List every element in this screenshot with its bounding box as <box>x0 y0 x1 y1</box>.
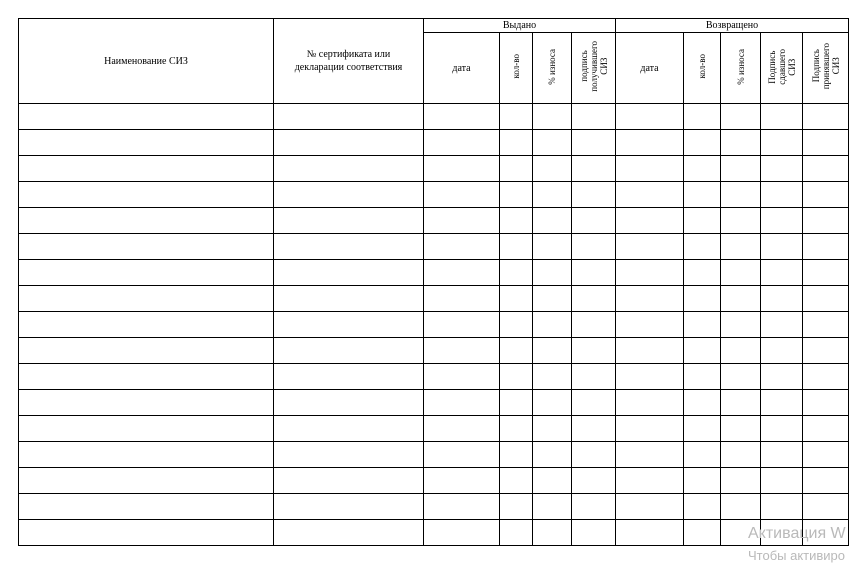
header-returned-wear-label: % износа <box>735 48 746 85</box>
header-returned-date: дата <box>616 33 684 104</box>
table-cell <box>803 208 849 234</box>
table-cell <box>572 260 616 286</box>
table-cell <box>803 286 849 312</box>
table-cell <box>616 338 684 364</box>
table-cell <box>803 104 849 130</box>
header-returned-qty-label: кол-во <box>697 54 707 79</box>
ppe-issue-table <box>18 18 849 546</box>
table-cell <box>572 468 616 494</box>
table-cell <box>533 390 572 416</box>
table-cell <box>533 104 572 130</box>
header-issued-qty-label: кол-во <box>511 54 521 79</box>
table-cell <box>533 286 572 312</box>
table-cell <box>616 104 684 130</box>
header-issued-qty <box>500 33 533 104</box>
table-cell <box>500 234 533 260</box>
table-cell <box>424 260 500 286</box>
activation-watermark-title: Активация W <box>748 525 846 542</box>
table-row <box>19 234 849 260</box>
table-cell <box>533 156 572 182</box>
table-cell <box>533 312 572 338</box>
table-cell <box>500 468 533 494</box>
table-cell <box>761 364 803 390</box>
table-cell <box>500 182 533 208</box>
table-row <box>19 156 849 182</box>
table-cell <box>572 312 616 338</box>
table-cell <box>500 312 533 338</box>
table-cell <box>721 442 761 468</box>
table-cell <box>500 390 533 416</box>
table-cell <box>721 104 761 130</box>
table-cell <box>803 156 849 182</box>
table-cell <box>19 364 274 390</box>
table-cell <box>424 416 500 442</box>
table-cell <box>274 182 424 208</box>
table-cell <box>500 104 533 130</box>
table-cell <box>803 364 849 390</box>
table-cell <box>19 338 274 364</box>
header-issued-signature <box>572 33 616 104</box>
table-cell <box>533 208 572 234</box>
table-cell <box>721 182 761 208</box>
table-cell <box>274 364 424 390</box>
table-cell <box>572 416 616 442</box>
table-cell <box>761 156 803 182</box>
table-cell <box>721 468 761 494</box>
table-cell <box>761 468 803 494</box>
table-cell <box>684 494 721 520</box>
table-cell <box>616 390 684 416</box>
table-cell <box>274 494 424 520</box>
table-cell <box>424 364 500 390</box>
table-row <box>19 104 849 130</box>
header-certificate-number <box>274 19 424 104</box>
table-cell <box>533 130 572 156</box>
header-returned-qty <box>684 33 721 104</box>
table-cell <box>684 468 721 494</box>
table-cell <box>424 286 500 312</box>
table-row <box>19 494 849 520</box>
table-cell <box>684 442 721 468</box>
table-cell <box>500 494 533 520</box>
table-cell <box>761 338 803 364</box>
table-cell <box>424 234 500 260</box>
table-row <box>19 468 849 494</box>
header-issued-date: дата <box>424 33 500 104</box>
activation-watermark-subtitle: Чтобы активиро <box>748 548 846 563</box>
table-cell <box>572 442 616 468</box>
table-cell <box>684 130 721 156</box>
table-cell <box>616 208 684 234</box>
table-cell <box>616 156 684 182</box>
table-cell <box>761 416 803 442</box>
table-cell <box>19 130 274 156</box>
table-cell <box>19 104 274 130</box>
table-cell <box>274 208 424 234</box>
table-cell <box>616 520 684 546</box>
table-cell <box>500 130 533 156</box>
table-cell <box>803 390 849 416</box>
table-row <box>19 338 849 364</box>
table-cell <box>721 208 761 234</box>
header-returned-signature-gave <box>761 33 803 104</box>
table-cell <box>803 312 849 338</box>
table-cell <box>803 442 849 468</box>
table-cell <box>19 156 274 182</box>
table-cell <box>761 312 803 338</box>
table-cell <box>721 494 761 520</box>
table-cell <box>616 312 684 338</box>
table-cell <box>424 208 500 234</box>
table-cell <box>19 494 274 520</box>
table-cell <box>533 468 572 494</box>
table-cell <box>572 286 616 312</box>
header-certificate-label: № сертификата или декларации соответствия <box>294 49 403 73</box>
table-cell <box>761 182 803 208</box>
table-cell <box>274 390 424 416</box>
table-cell <box>19 416 274 442</box>
table-cell <box>761 130 803 156</box>
table-cell <box>616 494 684 520</box>
table-cell <box>500 520 533 546</box>
table-cell <box>803 130 849 156</box>
header-issued-signature-label: подпись получившего СИЗ <box>578 41 609 92</box>
table-cell <box>803 416 849 442</box>
table-cell <box>761 442 803 468</box>
table-cell <box>684 234 721 260</box>
table-cell <box>684 338 721 364</box>
table-cell <box>721 390 761 416</box>
table-cell <box>533 520 572 546</box>
table-cell <box>761 234 803 260</box>
table-cell <box>424 442 500 468</box>
table-cell <box>274 104 424 130</box>
table-cell <box>500 416 533 442</box>
header-returned-signature-received <box>803 33 849 104</box>
table-cell <box>572 520 616 546</box>
table-cell <box>274 442 424 468</box>
table-cell <box>684 260 721 286</box>
table-cell <box>684 416 721 442</box>
table-cell <box>533 260 572 286</box>
table-cell <box>616 442 684 468</box>
table-cell <box>761 494 803 520</box>
table-cell <box>424 104 500 130</box>
table-row <box>19 390 849 416</box>
table-cell <box>684 182 721 208</box>
table-cell <box>803 260 849 286</box>
table-cell <box>19 208 274 234</box>
table-cell <box>424 156 500 182</box>
table-cell <box>684 286 721 312</box>
table-cell <box>721 416 761 442</box>
table-cell <box>274 286 424 312</box>
table-cell <box>616 234 684 260</box>
table-cell <box>616 468 684 494</box>
table-cell <box>616 286 684 312</box>
table-row <box>19 130 849 156</box>
table-cell <box>500 442 533 468</box>
table-cell <box>19 286 274 312</box>
table-cell <box>424 182 500 208</box>
table-cell <box>803 494 849 520</box>
table-row <box>19 442 849 468</box>
table-cell <box>533 442 572 468</box>
table-cell <box>684 364 721 390</box>
header-ppe-name: Наименование СИЗ <box>19 19 274 104</box>
table-cell <box>424 494 500 520</box>
table-cell <box>500 286 533 312</box>
header-group-returned: Возвращено <box>616 19 849 33</box>
table-row <box>19 182 849 208</box>
header-returned-signature-gave-label: Подпись сдавшего СИЗ <box>766 48 797 85</box>
table-cell <box>761 104 803 130</box>
table-cell <box>500 260 533 286</box>
table-cell <box>803 182 849 208</box>
table-row <box>19 286 849 312</box>
table-cell <box>761 286 803 312</box>
table-cell <box>19 520 274 546</box>
table-cell <box>572 156 616 182</box>
table-row <box>19 364 849 390</box>
table-cell <box>274 156 424 182</box>
table-cell <box>274 130 424 156</box>
table-cell <box>19 182 274 208</box>
table-cell <box>761 260 803 286</box>
header-issued-wear-label: % износа <box>547 48 557 85</box>
header-issued-wear <box>533 33 572 104</box>
table-cell <box>684 312 721 338</box>
table-cell <box>533 494 572 520</box>
table-cell <box>721 156 761 182</box>
table-cell <box>721 286 761 312</box>
table-cell <box>721 338 761 364</box>
table-cell <box>572 130 616 156</box>
table-cell <box>274 312 424 338</box>
table-cell <box>572 364 616 390</box>
table-cell <box>616 364 684 390</box>
table-body <box>19 104 849 546</box>
table-cell <box>274 468 424 494</box>
table-cell <box>533 234 572 260</box>
table-cell <box>500 338 533 364</box>
table-cell <box>572 234 616 260</box>
table-cell <box>761 208 803 234</box>
header-returned-wear <box>721 33 761 104</box>
table-cell <box>572 182 616 208</box>
table-cell <box>721 260 761 286</box>
table-cell <box>19 468 274 494</box>
table-cell <box>500 208 533 234</box>
table-cell <box>274 338 424 364</box>
table-cell <box>533 416 572 442</box>
table-cell <box>424 520 500 546</box>
table-cell <box>500 156 533 182</box>
table-cell <box>19 260 274 286</box>
table-cell <box>500 364 533 390</box>
table-cell <box>274 234 424 260</box>
table-cell <box>761 390 803 416</box>
table-cell <box>572 104 616 130</box>
table-cell <box>684 156 721 182</box>
table-cell <box>616 416 684 442</box>
table-cell <box>803 468 849 494</box>
table-cell <box>19 442 274 468</box>
table-cell <box>533 338 572 364</box>
table-cell <box>19 234 274 260</box>
table-cell <box>533 182 572 208</box>
table-cell <box>684 520 721 546</box>
table-cell <box>572 208 616 234</box>
table-cell <box>572 338 616 364</box>
table-cell <box>721 130 761 156</box>
table-row <box>19 520 849 546</box>
table-cell <box>424 338 500 364</box>
table-cell <box>424 468 500 494</box>
table-cell <box>424 312 500 338</box>
table-cell <box>721 312 761 338</box>
table-cell <box>424 390 500 416</box>
table-cell <box>19 390 274 416</box>
table-cell <box>616 130 684 156</box>
table-cell <box>572 494 616 520</box>
table-cell <box>684 390 721 416</box>
table-row <box>19 416 849 442</box>
table-cell <box>684 104 721 130</box>
header-returned-signature-received-label: Подпись принявшего СИЗ <box>810 43 841 90</box>
table-cell <box>616 182 684 208</box>
header-group-issued: Выдано <box>424 19 616 33</box>
table-cell <box>803 338 849 364</box>
table-cell <box>721 364 761 390</box>
table-cell <box>572 390 616 416</box>
table-cell <box>533 364 572 390</box>
table-cell <box>274 520 424 546</box>
table-cell <box>424 130 500 156</box>
table-row <box>19 312 849 338</box>
table-cell <box>274 416 424 442</box>
table-cell <box>803 234 849 260</box>
table-cell <box>721 234 761 260</box>
table-cell <box>616 260 684 286</box>
table-cell <box>274 260 424 286</box>
table-cell <box>19 312 274 338</box>
table-row <box>19 260 849 286</box>
table-row <box>19 208 849 234</box>
table-cell <box>684 208 721 234</box>
